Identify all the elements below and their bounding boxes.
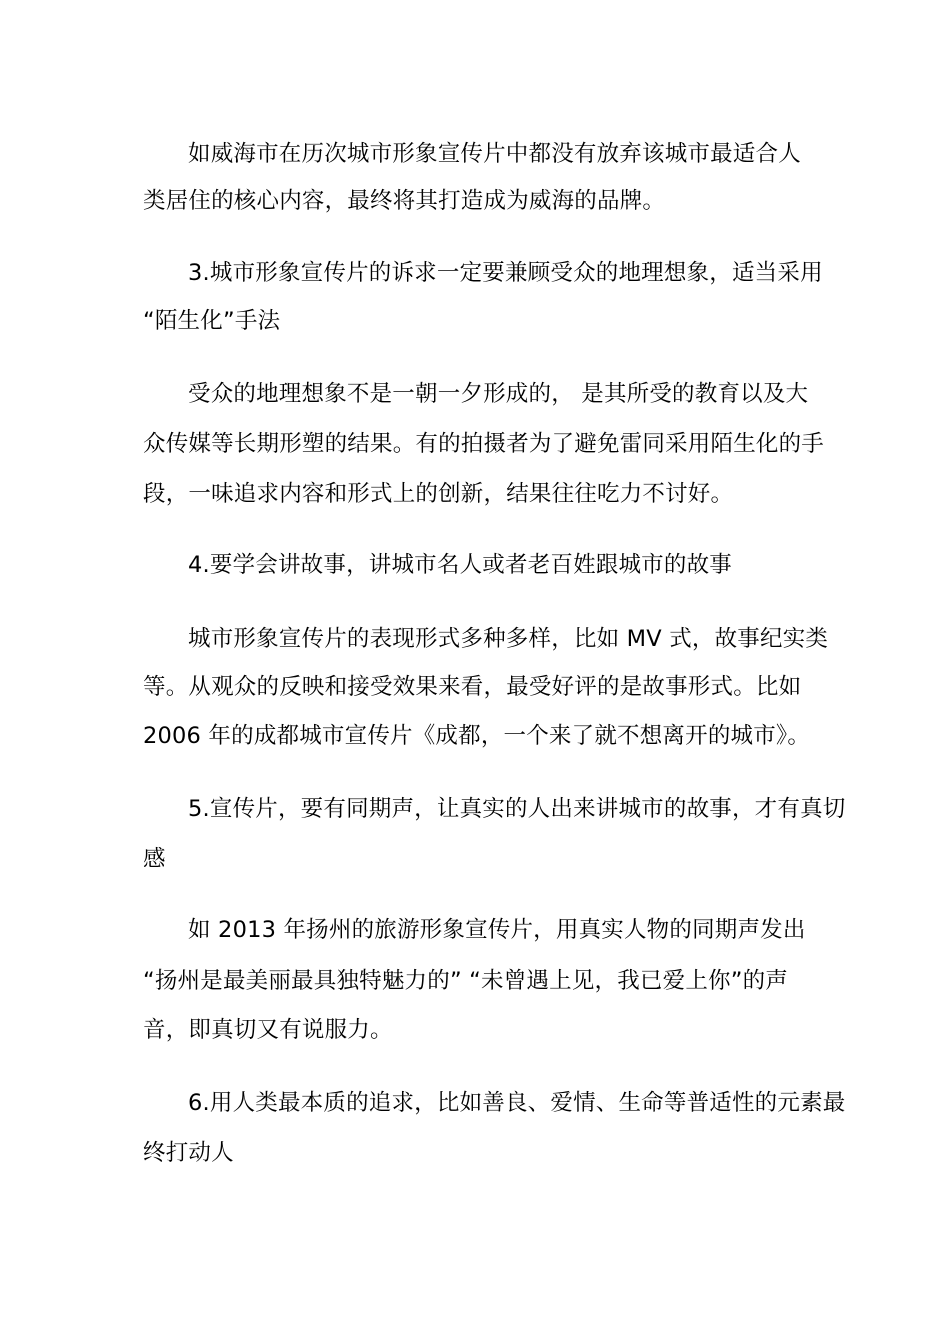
paragraph-5-line-2: 等。从观众的反映和接受效果来看，最受好评的是故事形式。比如 [143,674,802,700]
heading-6-line-2: 终打动人 [143,1140,234,1166]
heading-5-line-2: 感 [143,846,166,872]
heading-4-line-1: 4.要学会讲故事，讲城市名人或者老百姓跟城市的故事 [188,552,732,578]
paragraph-5-line-3: 2006 年的成都城市宣传片《成都，一个来了就不想离开的城市》。 [143,723,811,749]
paragraph-7-line-3: 音，即真切又有说服力。 [143,1017,393,1043]
paragraph-7-line-2: “扬州是最美丽最具独特魅力的” “未曾遇上见，我已爱上你”的声 [143,968,788,994]
heading-6-line-1: 6.用人类最本质的追求，比如善良、爱情、生命等普适性的元素最 [188,1090,846,1116]
heading-5-line-1: 5.宣传片，要有同期声，让真实的人出来讲城市的故事，才有真切 [188,796,846,822]
paragraph-5-line-1: 城市形象宣传片的表现形式多种多样，比如 MV 式，故事纪实类 [188,626,829,652]
heading-3-line-1: 3.城市形象宣传片的诉求一定要兼顾受众的地理想象，适当采用 [188,260,823,286]
paragraph-1-line-1: 如威海市在历次城市形象宣传片中都没有放弃该城市最适合人 [188,141,801,167]
paragraph-7-line-1: 如 2013 年扬州的旅游形象宣传片，用真实人物的同期声发出 [188,917,806,943]
paragraph-3-line-1: 受众的地理想象不是一朝一夕形成的， 是其所受的教育以及大 [188,381,809,407]
heading-3-line-2: “陌生化”手法 [143,308,281,334]
paragraph-3-line-2: 众传媒等长期形塑的结果。有的拍摄者为了避免雷同采用陌生化的手 [143,431,825,457]
paragraph-1-line-2: 类居住的核心内容，最终将其打造成为威海的品牌。 [143,188,666,214]
paragraph-3-line-3: 段，一味追求内容和形式上的创新，结果往往吃力不讨好。 [143,481,734,507]
